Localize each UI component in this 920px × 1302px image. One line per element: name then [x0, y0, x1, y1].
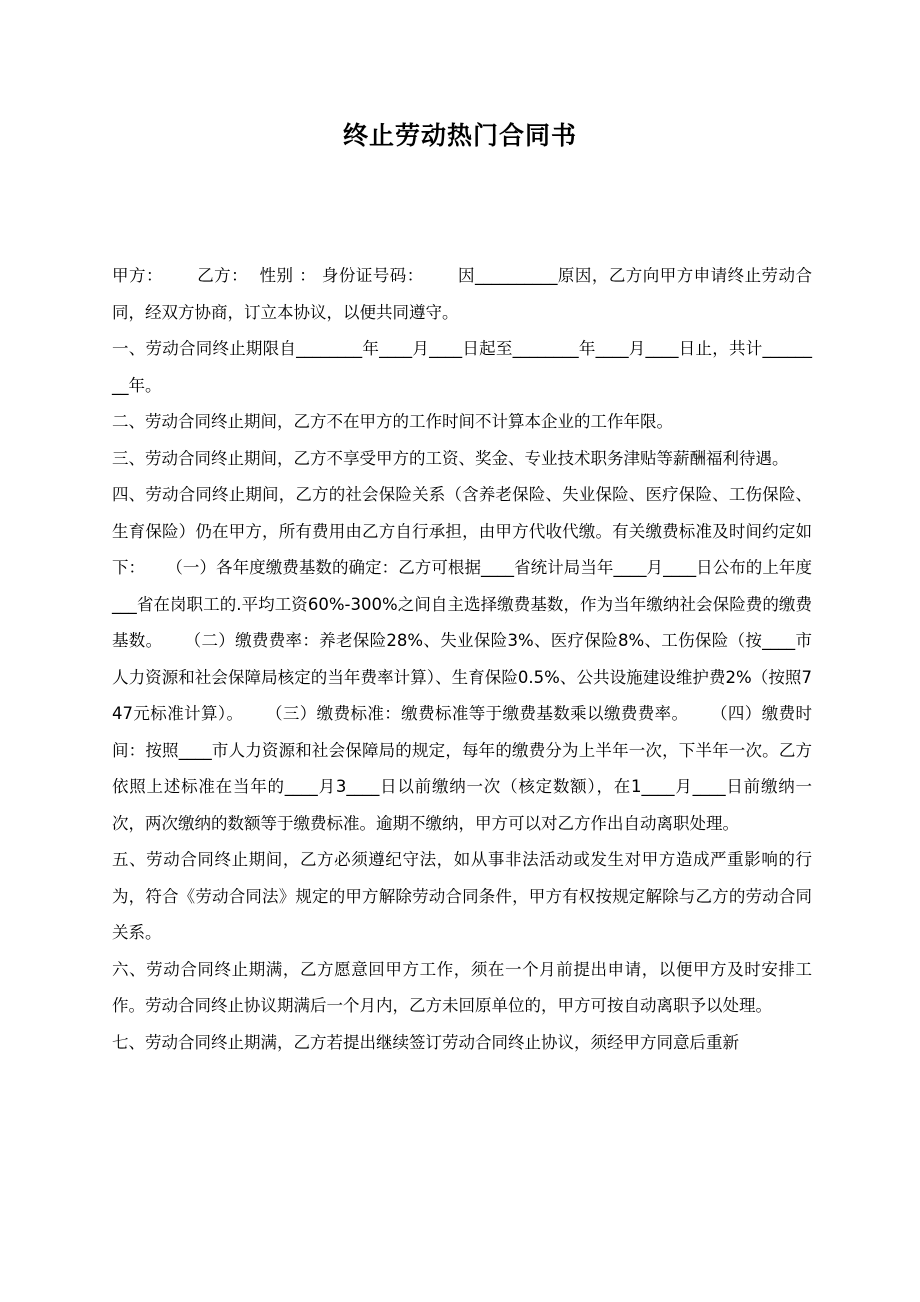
document-body [112, 258, 812, 1061]
paragraph-clause-2: 二、劳动合同终止期间，乙方不在甲方的工作时间不计算本企业的工作年限。 [112, 412, 673, 431]
paragraph-clause-7: 七、劳动合同终止期满，乙方若提出继续签订劳动合同终止协议，须经甲方同意后重新 [112, 1032, 739, 1052]
paragraph-preamble: 甲方： 乙方： 性别 ： 身份证号码： 因__________原因，乙方向甲方申请终止劳动合同，经双方协商，订立本协议，以便共同遵守。 [112, 266, 812, 322]
paragraph-clause-1: 一、劳动合同终止期限自________年____月____日起至________年____月____日止，共计________年。 [112, 339, 813, 395]
paragraph-clause-5: 五、劳动合同终止期间，乙方必须遵纪守法，如从事非法活动或发生对甲方造成严重影响的行为，符合《劳动合同法》规定的甲方解除劳动合同条件，甲方有权按规定解除与乙方的劳动合同关系。 [112, 850, 812, 942]
paragraph-clause-3: 三、劳动合同终止期间，乙方不享受甲方的工资、奖金、专业技术职务津贴等薪酬福利待遇。 [112, 448, 789, 468]
paragraph-clause-6: 六、劳动合同终止期满，乙方愿意回甲方工作，须在一个月前提出申请，以便甲方及时安排工作。劳动合同终止协议期满后一个月内，乙方未回原单位的，甲方可按自动离职予以处理。 [112, 959, 812, 1015]
document-title: 终止劳动热门合同书 [342, 121, 577, 150]
paragraph-clause-4: 四、劳动合同终止期间，乙方的社会保险关系（含养老保险、失业保险、医疗保险、工伤保险、生育保险）仍在甲方，所有费用由乙方自行承担，由甲方代收代缴。有关缴费标准及时间约定如下： （一）各年度缴费基数的确定：乙方可根据____省统计局当年____月____日公布的上年度___省在岗职工的.平均工资60%-300%之间自主选择缴费基数，作为当年缴纳社会保险费的缴费基数。 （二）缴费费率：养老保险28%、失业保险3%、医疗保险8%、工伤保险（按____市人力资源和社会保障局核定的当年费率计算）、生育保险0.5%、公共设施建设维护费2%（按照747元标准计算）。 （三）缴费标准：缴费标准等于缴费基数乘以缴费费率。 （四）缴费时间：按照____市人力资源和社会保障局的规定，每年的缴费分为上半年一次，下半年一次。乙方依照上述标准在当年的____月3____日以前缴纳一次（核定数额），在1____月____日前缴纳一次，两次缴纳的数额等于缴费标准。逾期不缴纳，甲方可以对乙方作出自动离职处理。 [112, 485, 812, 833]
